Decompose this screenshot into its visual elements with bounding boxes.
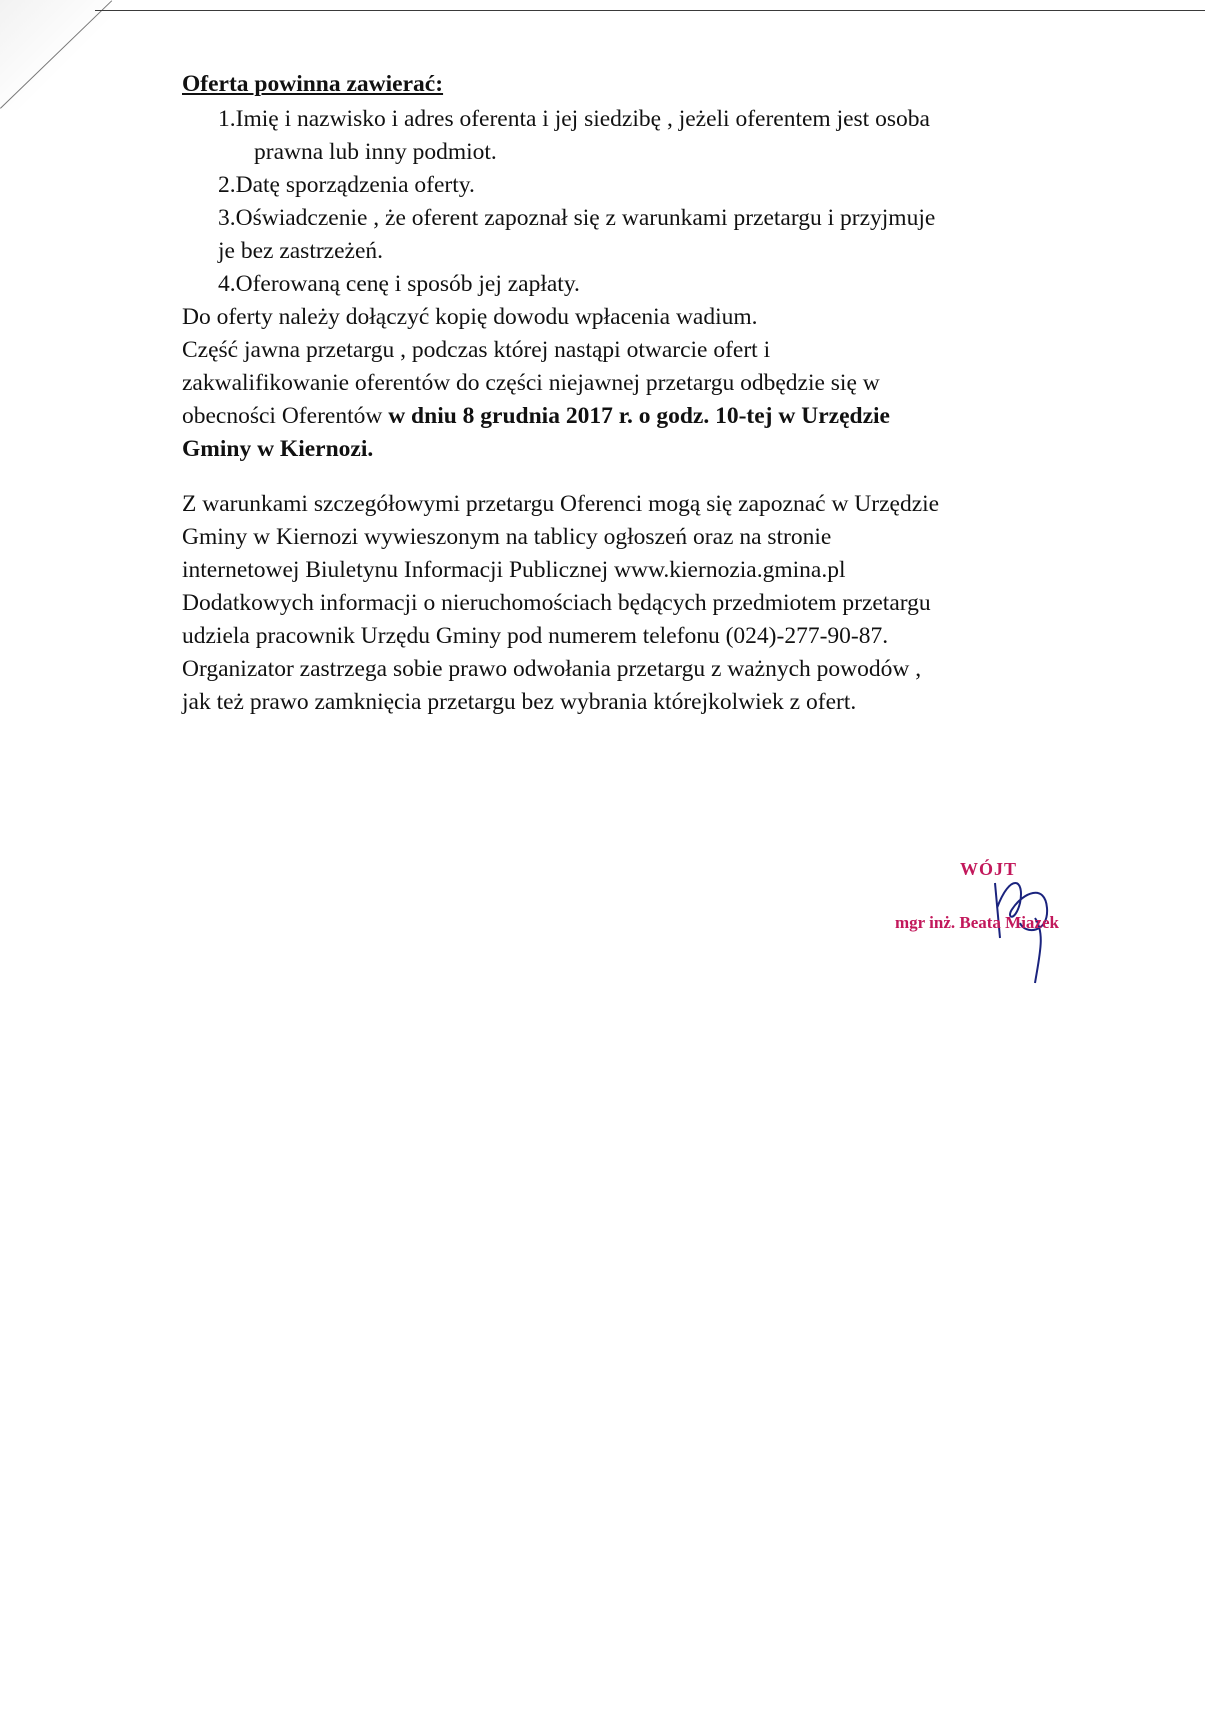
- paragraph-spacer: [182, 466, 1122, 488]
- folded-corner: [0, 0, 110, 110]
- list-item-text: 2.Datę sporządzenia oferty.: [218, 172, 475, 198]
- offer-requirements-heading: Oferta powinna zawierać:: [182, 71, 444, 97]
- info-line: Organizator zastrzega sobie prawo odwołania przetargu z ważnych powodów ,: [182, 656, 922, 682]
- stamp-name: mgr inż. Beata Miazek: [895, 913, 1059, 932]
- list-item-text: 1.Imię i nazwisko i adres oferenta i jej siedzibę , jeżeli oferentem jest osoba: [218, 106, 930, 132]
- information-paragraph: [182, 488, 1122, 719]
- list-item: [182, 169, 1122, 202]
- mayor-stamp-signature: [880, 855, 1120, 995]
- opening-date-bold: w dniu 8 grudnia 2017 r. o godz. 10-tej w Urzędzie: [388, 403, 890, 429]
- deposit-paragraph: Do oferty należy dołączyć kopię dowodu wpłacenia wadium.: [182, 304, 758, 330]
- opening-line: zakwalifikowanie oferentów do części niejawnej przetargu odbędzie się w: [182, 370, 880, 396]
- document-body: [182, 68, 1122, 719]
- opening-line: Część jawna przetargu , podczas której nastąpi otwarcie ofert i: [182, 337, 771, 363]
- offer-requirements-list: [182, 103, 1122, 301]
- opening-paragraph: [182, 334, 1122, 466]
- opening-place-bold: Gminy w Kiernozi.: [182, 436, 374, 462]
- opening-line: obecności Oferentów: [182, 403, 389, 429]
- list-item: [182, 103, 1122, 169]
- list-item-text: 4.Oferowaną cenę i sposób jej zapłaty.: [218, 271, 580, 297]
- list-item: [182, 268, 1122, 301]
- info-line: Dodatkowych informacji o nieruchomościach będących przedmiotem przetargu: [182, 590, 931, 616]
- list-item: [182, 202, 1122, 268]
- list-item-text: 3.Oświadczenie , że oferent zapoznał się z warunkami przetargu i przyjmuje: [218, 205, 936, 231]
- info-line: Gminy w Kiernozi wywieszonym na tablicy ogłoszeń oraz na stronie: [182, 524, 832, 550]
- info-line: udziela pracownik Urzędu Gminy pod numerem telefonu (024)-277-90-87.: [182, 623, 889, 649]
- info-line: Z warunkami szczegółowymi przetargu Oferenci mogą się zapoznać w Urzędzie: [182, 491, 940, 517]
- info-line: internetowej Biuletynu Informacji Publicznej www.kiernozia.gmina.pl: [182, 557, 846, 583]
- list-item-continuation: je bez zastrzeżeń.: [218, 238, 384, 264]
- stamp-title: WÓJT: [960, 859, 1018, 879]
- page-edge-line: [95, 10, 1205, 11]
- info-line: jak też prawo zamknięcia przetargu bez wybrania którejkolwiek z ofert.: [182, 689, 857, 715]
- list-item-continuation: prawna lub inny podmiot.: [254, 139, 497, 165]
